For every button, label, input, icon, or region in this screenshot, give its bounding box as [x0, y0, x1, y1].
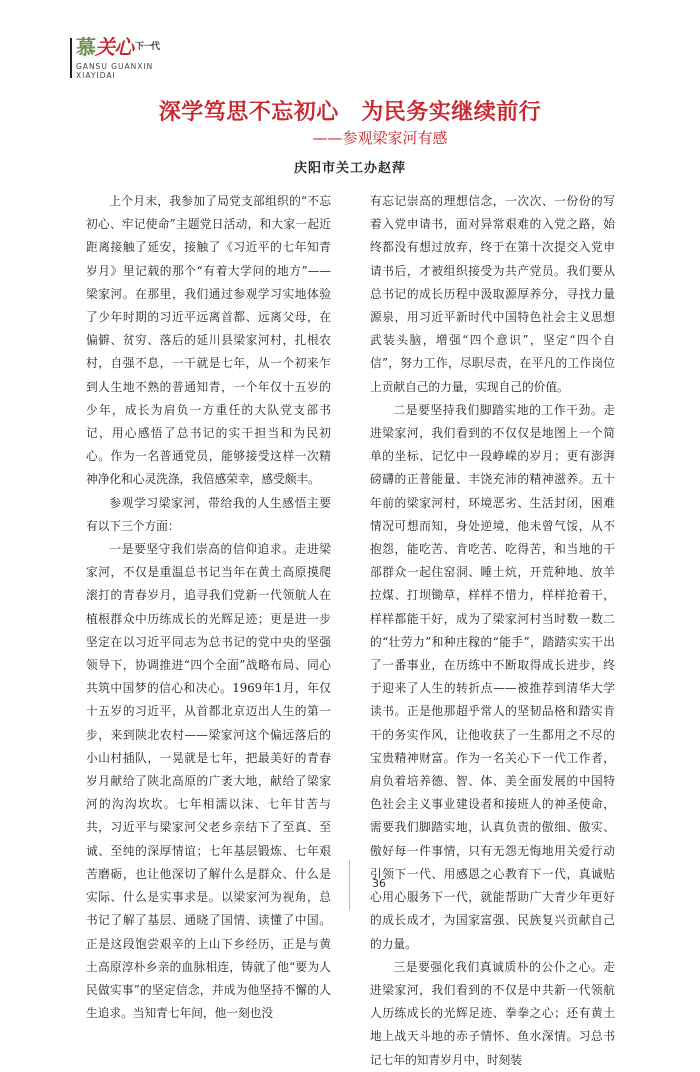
logo-main-char: 慕	[76, 35, 95, 59]
paragraph: 有忘记崇高的理想信念，一次次、一份份的写着入党申请书，面对异常艰难的入党之路，始终都没有想过放弃，终于在第十次提交入党申请书后，才被组织接受为共产党员。我们要从总书记的成长历程中汲取源厚养分，寻找力量源泉，用习近平新时代中国特色社会主义思想武装头脑，增强“四个意识”，坚定“四个自信”，努力工作，尽职尽责，在平凡的工作岗位上贡献自己的力量，实现自己的价值。	[370, 194, 615, 394]
paragraph: 二是要坚持我们脚踏实地的工作干劲。走进梁家河，我们看到的不仅仅是地图上一个简单的坐标、记忆中一段峥嵘的岁月；更有澎湃磅礴的正普能量、丰饶充沛的精神滋养。五十年前的梁家河村，环境恶劣、生活封闭，困难情况可想而知，身处逆境，他未曾气馁，从不抱怨，能吃苦、肯吃苦、吃得苦，和当地的干部群众一起住窑洞、睡土炕，开荒种地、放羊拉煤、打坝锄草，样样不惜力，样样抢着干，样样都能干好，成为了梁家河村当时数一数二的“壮劳力”和种庄稼的“能手”，踏踏实实干出了一番事业，在历练中不断取得成长进步，终于迎来了人生的转折点——被推荐到清华大学读书。正是他那超乎常人的坚韧品格和踏实肯干的务实作风，让他收获了一生都用之不尽的宝贵精神财富。作为一名关心下一代工作者，肩负着培养德、智、体、美全面发展的中国特色社会主义事业建设者和接班人的神圣使命，需要我们脚踏实地，认真负责的傲细、傲实、傲好每一件事情，只有无怨无悔地用关爱行动引领下一代、用感恩之心教育下一代，真诚贴心用心服务下一代，就能帮助广大青少年更好的成长成才，为国家富强、民族复兴贡献自己的力量。	[370, 402, 615, 951]
logo-red-text: 关心	[95, 35, 133, 59]
logo-english-line1: GANSU GUANXIN	[76, 62, 154, 71]
logo-small-text: 下一代	[135, 42, 160, 52]
paragraph: 上个月末，我参加了局党支部组织的“不忘初心、牢记使命”主题党日活动，和大家一起近距离接触了延安，接触了《习近平的七年知青岁月》里记载的那个“有着大学问的地方”——梁家河。在那里，我们通过参观学习实地体验了少年时期的习近平远离首都、远离父母，在偏僻、贫穷、落后的延川县梁家河村，扎根农村，自强不息，一干就是七年，从一个初来乍到人生地不熟的普通知青，一个年仅十五岁的少年，成长为肩负一方重任的大队党支部书记，用心感悟了总书记的实干担当和为民初心。作为一名普通党员，能够接受这样一次精神净化和心灵洗涤，我倍感荣幸，感受颇丰。	[86, 194, 331, 487]
paragraph: 一是要坚守我们崇高的信仰追求。走进梁家河，不仅是重温总书记当年在黄土高原摸爬滚打的青春岁月，追寻我们党新一代领航人在植根群众中历练成长的光辉足迹；更是进一步坚定在以习近平同志为总书记的党中央的坚强领导下，协调推进“四个全面”战略布局、同心共筑中国梦的信心和决心。1969年1月，年仅十五岁的习近平，从首都北京迈出人生的第一步，来到陕北农村——梁家河这个偏远落后的小山村插队，一晃就是七年，把最美好的青春岁月献给了陕北高原的广袤大地，献给了梁家河的沟沟坎坎。七年相濡以沫、七年甘苦与共，习近平与梁家河父老乡亲结下了至真、至诚、至纯的深厚情谊；七年基层锻炼、七年艰苦磨砺，也让他深切了解什么是群众、什么是实际、什么是实事求是。以梁家河为视角，总书记了解了基层、通晓了国情、读懂了中国。正是这段饱尝艰辛的上山下乡经历，正是与黄土高原淳朴乡亲的血脉相连，铸就了他“要为人民做实事”的坚定信念，并成为他坚持不懈的人生追求。当知青七年间，他一刻也没	[86, 542, 331, 1021]
paragraph: 三是要强化我们真诚质朴的公仆之心。走进梁家河，我们看到的不仅是中共新一代领航人历练成长的光辉足迹、拳拳之心；还有黄土地上战天斗地的赤子情怀、鱼水深情。习总书记七年的知青岁月中，时刻装	[370, 959, 615, 1067]
right-column	[370, 190, 615, 1072]
logo-divider	[70, 38, 72, 78]
article-author: 庆阳市关工办赵萍	[293, 161, 406, 176]
article-title: 深学笃思不忘初心 为民务实继续前行	[158, 100, 542, 125]
footer-divider	[349, 860, 350, 910]
page-number: 36	[372, 877, 386, 890]
logo-english-line2: XIAYIDAI	[76, 71, 116, 80]
article-subtitle: ——参观梁家河有感	[312, 129, 448, 147]
left-column	[86, 190, 331, 1025]
paragraph: 参观学习梁家河，带给我的人生感悟主要有以下三个方面：	[86, 495, 331, 533]
logo-chinese	[76, 36, 186, 58]
